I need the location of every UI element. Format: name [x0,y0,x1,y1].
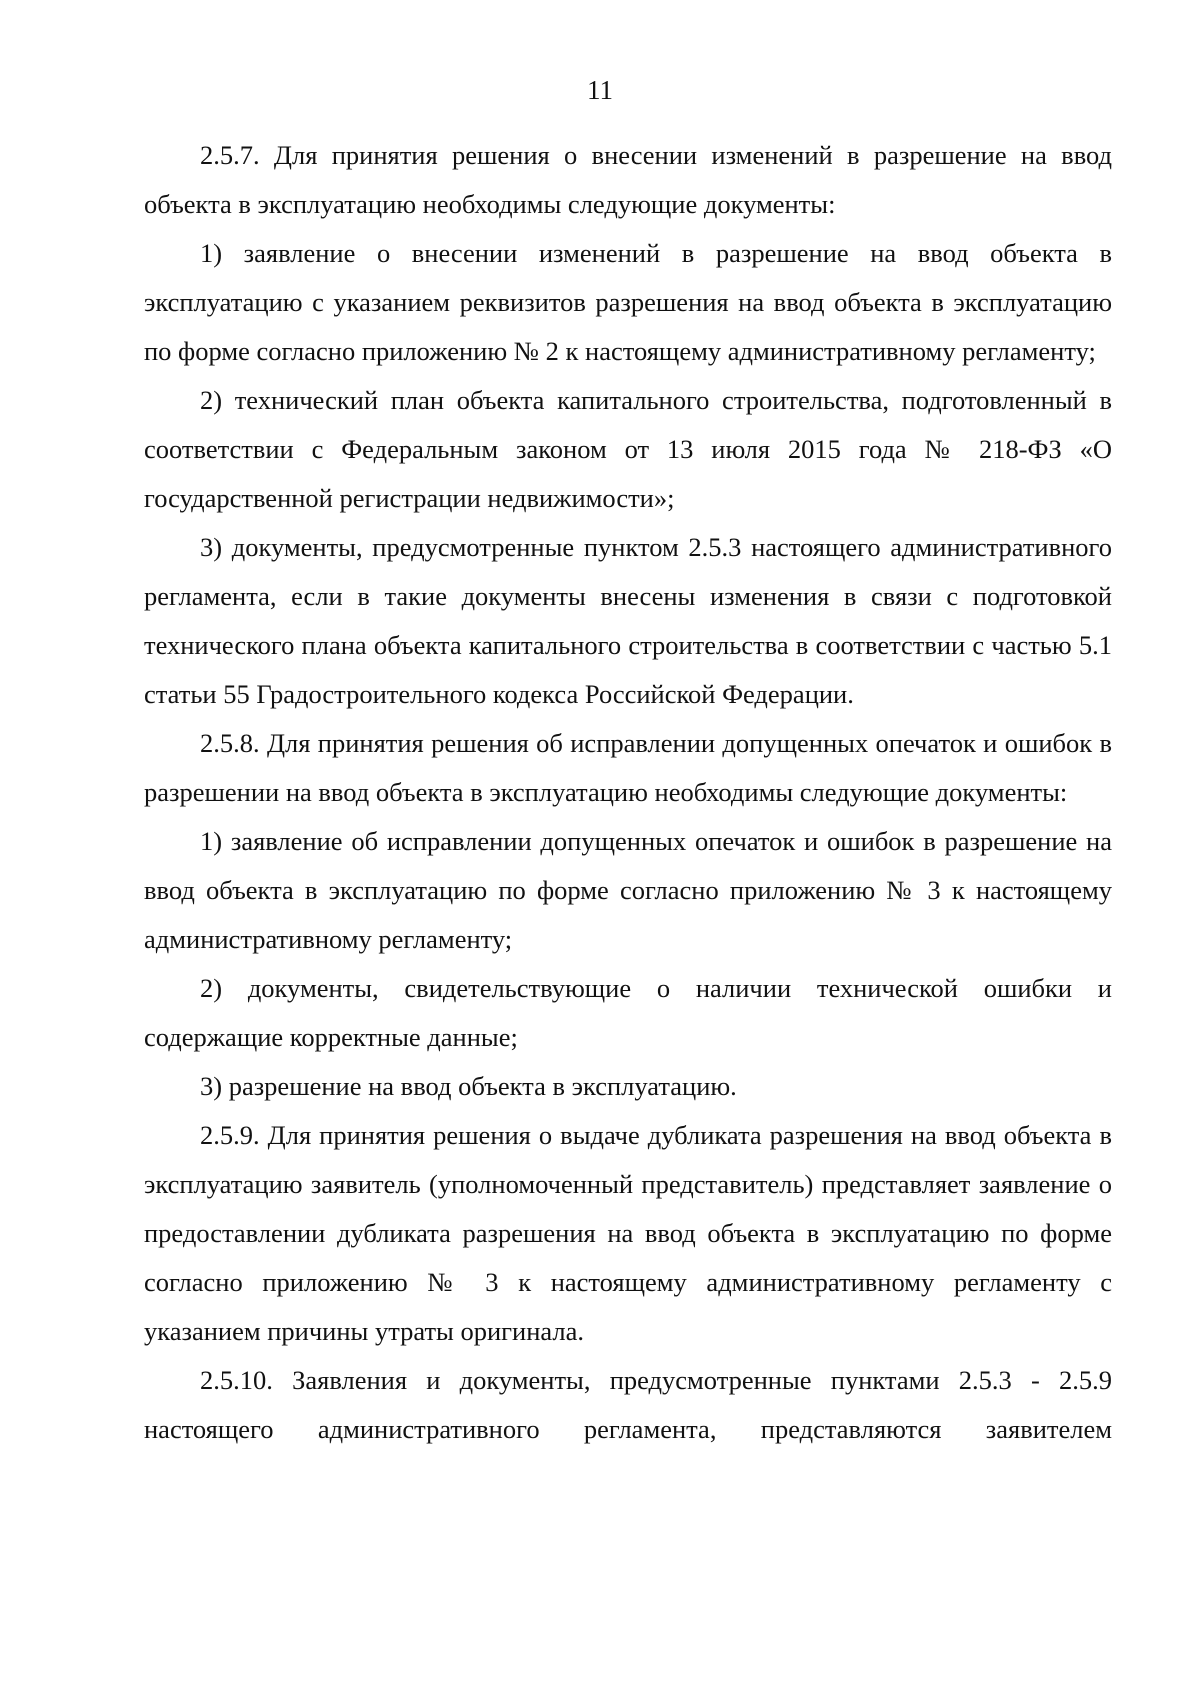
paragraph-2-5-7-item-1: 1) заявление о внесении изменений в разрешение на ввод объекта в эксплуатацию с указанием реквизитов разрешения на ввод объекта в эксплуатацию по форме согласно приложению № 2 к настоящему административному регламенту; [144,238,1112,366]
paragraph-2-5-7-item-3: 3) документы, предусмотренные пунктом 2.5.3 настоящего административного регламента, если в такие документы внесены изменения в связи с подготовкой технического плана объекта капитального строительства в соответствии с частью 5.1 статьи 55 Градостроительного кодекса Российской Федерации. [144,532,1112,709]
paragraph-2-5-7-item-2: 2) технический план объекта капитального строительства, подготовленный в соответствии с Федеральным законом от 13 июля 2015 года № 218-ФЗ «О государственной регистрации недвижимости»; [144,385,1112,513]
paragraph-2-5-8-item-1: 1) заявление об исправлении допущенных опечаток и ошибок в разрешение на ввод объекта в эксплуатацию по форме согласно приложению № 3 к настоящему административному регламенту; [144,826,1112,954]
paragraph-2-5-10: 2.5.10. Заявления и документы, предусмотренные пунктами 2.5.3 - 2.5.9 настоящего административного регламента, представляются заявителем [144,1365,1112,1444]
paragraph-2-5-8: 2.5.8. Для принятия решения об исправлении допущенных опечаток и ошибок в разрешении на ввод объекта в эксплуатацию необходимы следующие документы: [144,728,1112,807]
paragraph-2-5-8-item-3: 3) разрешение на ввод объекта в эксплуатацию. [200,1071,737,1101]
paragraph-2-5-8-item-2: 2) документы, свидетельствующие о наличии технической ошибки и содержащие корректные данные; [144,973,1112,1052]
paragraph-2-5-9: 2.5.9. Для принятия решения о выдаче дубликата разрешения на ввод объекта в эксплуатацию заявитель (уполномоченный представитель) представляет заявление о предоставлении дубликата разрешения на ввод объекта в эксплуатацию по форме согласно приложению № 3 к настоящему административному регламенту с указанием причины утраты оригинала. [144,1120,1112,1346]
page-number: 11 [587,75,613,105]
paragraph-2-5-7: 2.5.7. Для принятия решения о внесении изменений в разрешение на ввод объекта в эксплуатацию необходимы следующие документы: [144,140,1112,219]
document-body [144,131,1112,1454]
